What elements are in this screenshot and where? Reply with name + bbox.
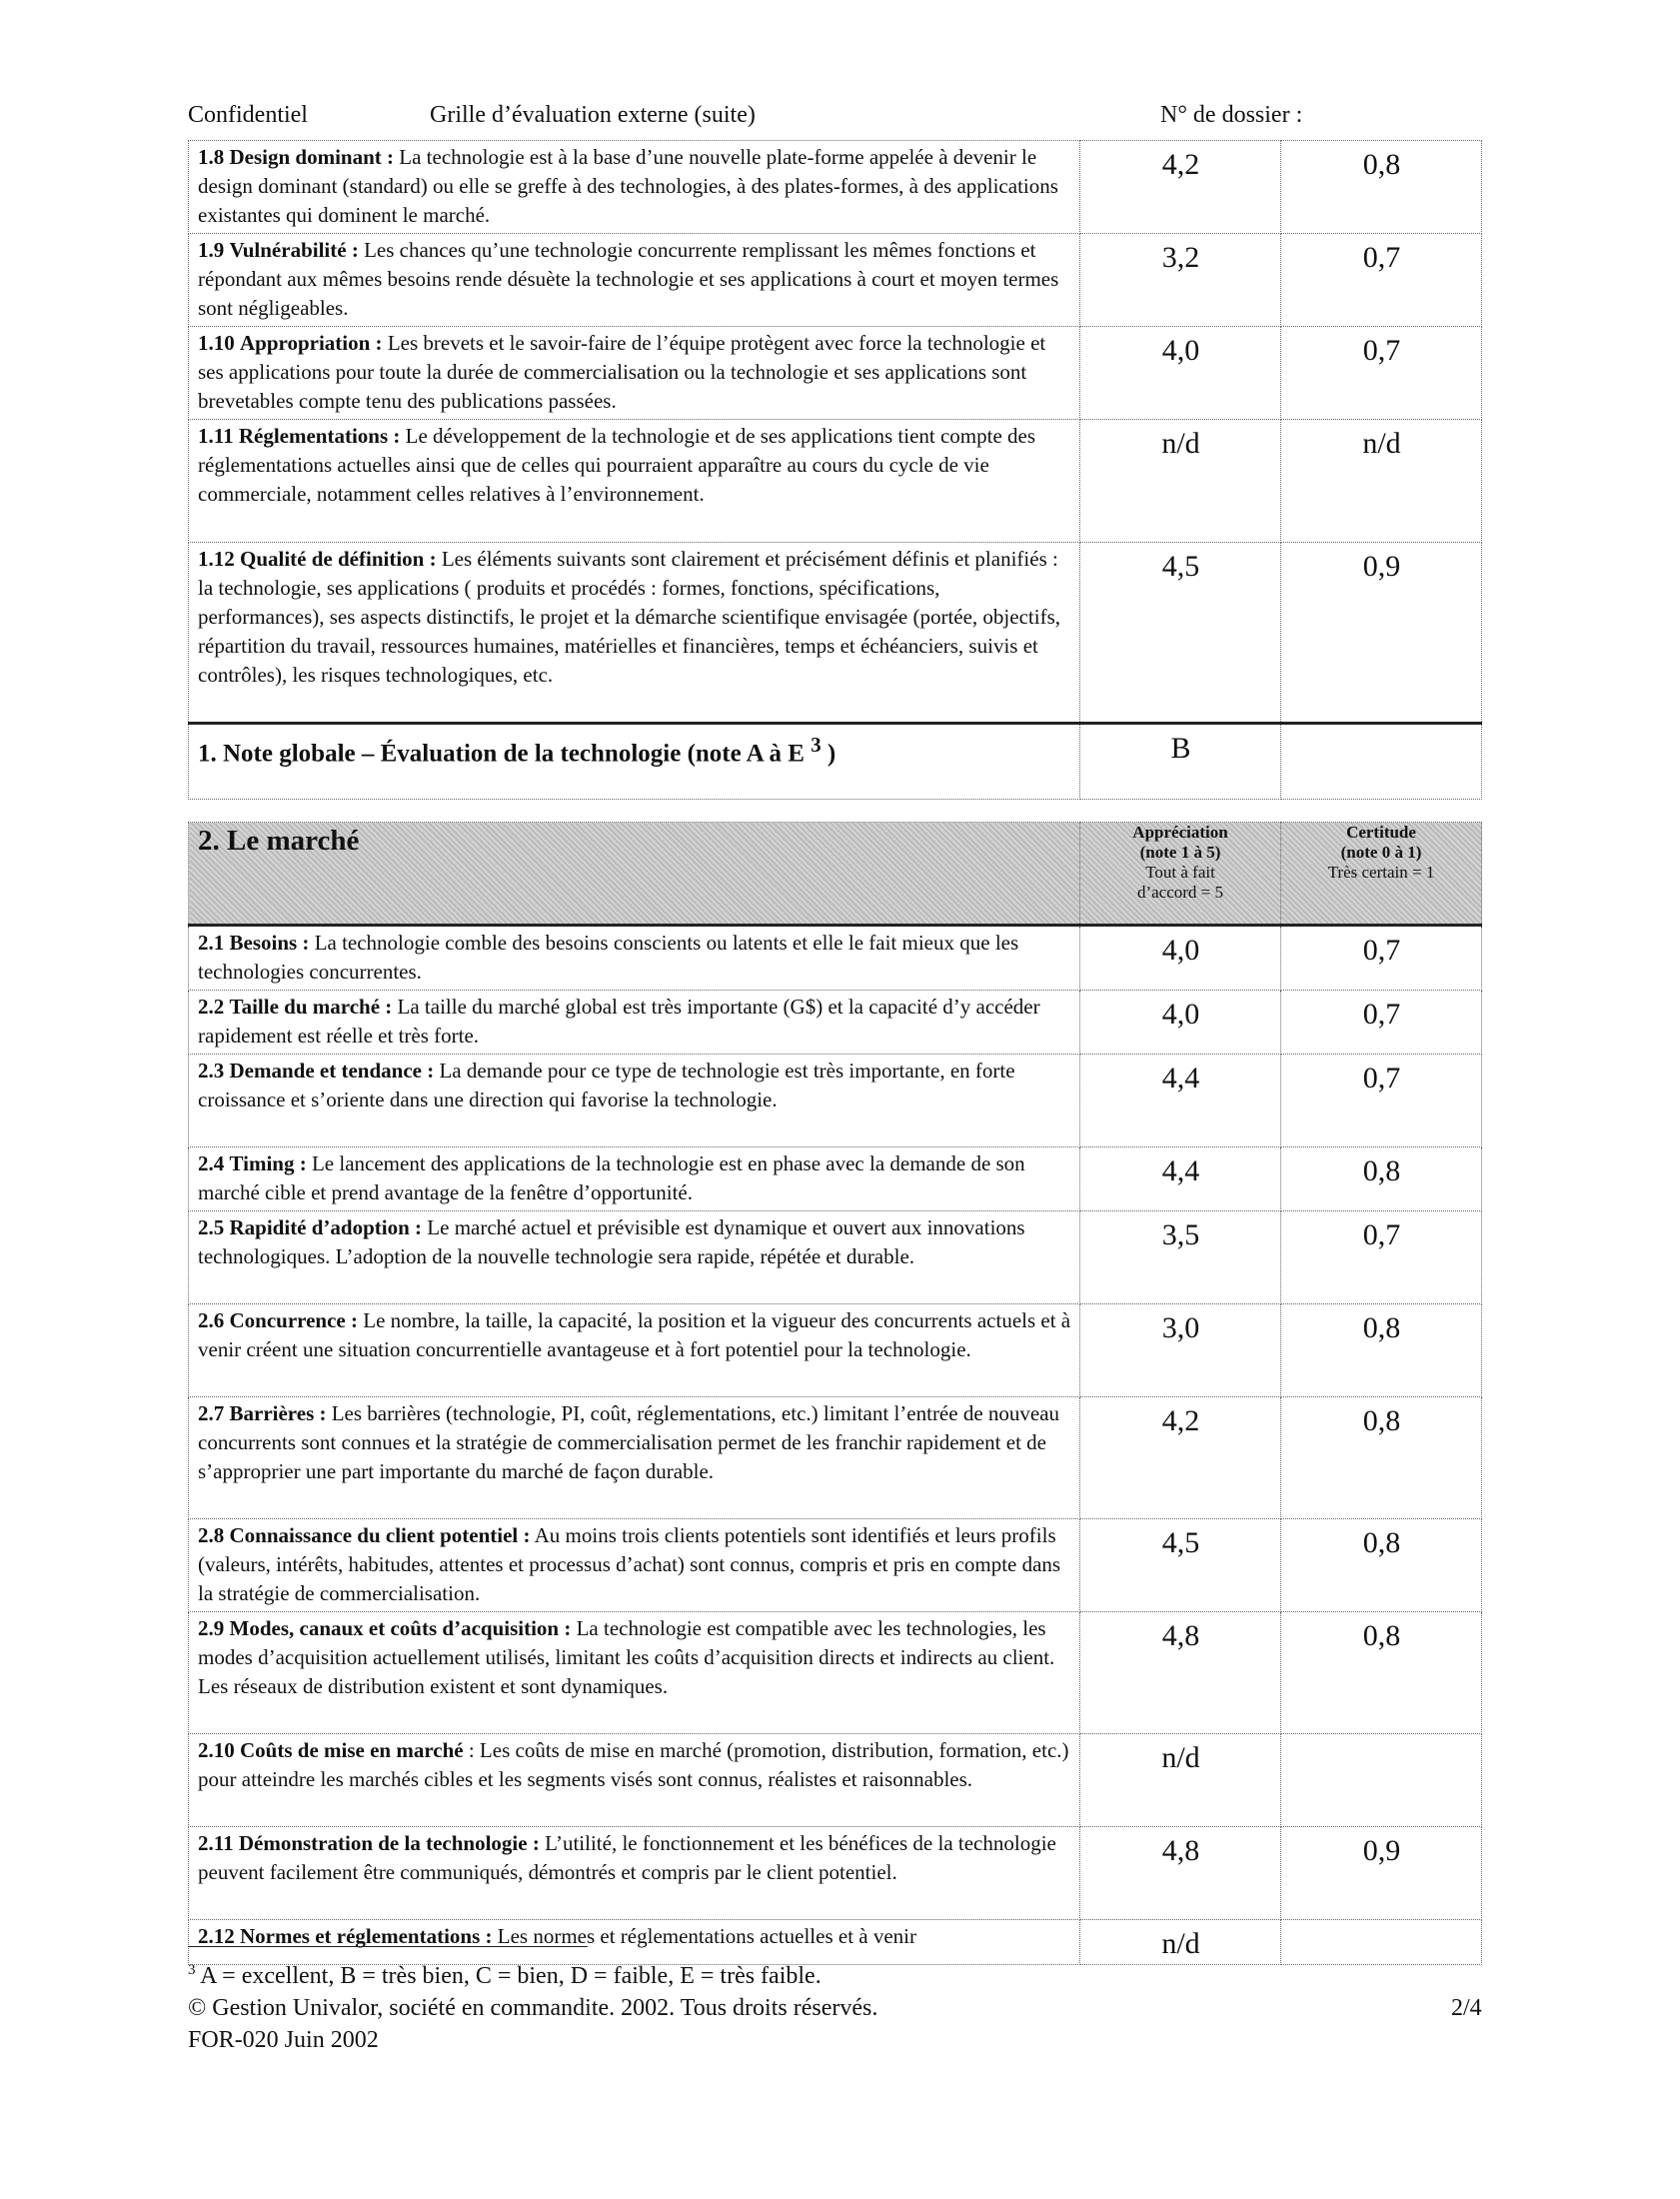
criterion-text: 2.7 Barrières : Les barrières (technologie, PI, coût, réglementations, etc.) limitant l’entrée de nouveau concurrents sont connues et la stratégie de commercialisation permet de les franchir rapidement et de s’approprier une part importante du marché de façon durable. — [189, 1397, 1080, 1519]
criterion-row-1-9 — [189, 234, 1482, 327]
certitude-cell: 0,8 — [1281, 1397, 1482, 1519]
certitude-cell — [1281, 1920, 1482, 1965]
criterion-text: 2.6 Concurrence : Le nombre, la taille, la capacité, la position et la vigueur des concurrents actuels et à venir créent une situation concurrentielle avantageuse et à fort potentiel pour la technologie. — [189, 1304, 1080, 1397]
market-header-row — [189, 823, 1482, 926]
footnote: $^3$ A = excellent, B = très bien, C = bien, D = faible, E = très faible. — [188, 1962, 822, 1989]
criterion-text: 2.12 Normes et réglementations : Les normes et réglementations actuelles et à venir — [189, 1920, 1080, 1965]
certitude-cell: 0,7 — [1281, 1211, 1482, 1304]
criterion-row-2-5 — [189, 1211, 1482, 1304]
criterion-row-2-12 — [189, 1920, 1482, 1965]
certitude-cell: 0,8 — [1281, 1304, 1482, 1397]
certitude-cell: 0,8 — [1281, 1519, 1482, 1612]
appreciation-cell: 4,4 — [1080, 1055, 1281, 1147]
certitude-cell: 0,7 — [1281, 1055, 1482, 1147]
criterion-text: 2.2 Taille du marché : La taille du marché global est très importante (G$) et la capacité d’y accéder rapidement est réelle et très forte. — [189, 991, 1080, 1055]
appreciation-cell: 4,2 — [1080, 141, 1281, 234]
page-number: 2/4 — [1451, 1995, 1482, 2021]
appreciation-cell: 4,8 — [1080, 1827, 1281, 1920]
global-score-label: 1. Note globale – Évaluation de la technologie (note A à E $^3$ ) — [189, 724, 1080, 800]
criterion-row-1-10 — [189, 327, 1482, 420]
certitude-cell: 0,8 — [1281, 1147, 1482, 1211]
criterion-text: 2.1 Besoins : La technologie comble des besoins conscients ou latents et elle le fait mieux que les technologies concurrentes. — [189, 926, 1080, 991]
criterion-row-2-1 — [189, 926, 1482, 991]
appreciation-cell: 4,0 — [1080, 926, 1281, 991]
appreciation-cell: 4,4 — [1080, 1147, 1281, 1211]
appreciation-cell: n/d — [1080, 1734, 1281, 1827]
appreciation-cell: 4,2 — [1080, 1397, 1281, 1519]
appreciation-column-header: Appréciation (note 1 à 5) Tout à fait d’accord = 5 — [1080, 823, 1281, 926]
criterion-text: 1.11 Réglementations : Le développement de la technologie et de ses applications tient compte des réglementations actuelles ainsi que de celles qui pourraient apparaître au cours du cycle de vie commerciale, notamment celles relatives à l’environnement. — [189, 420, 1080, 543]
global-certitude-value — [1281, 724, 1482, 800]
criterion-row-2-7 — [189, 1397, 1482, 1519]
appreciation-cell: 3,5 — [1080, 1211, 1281, 1304]
certitude-cell: 0,7 — [1281, 327, 1482, 420]
criterion-text: 2.8 Connaissance du client potentiel : Au moins trois clients potentiels sont identifiés et leurs profils (valeurs, intérêts, habitudes, attentes et processus d’achat) sont connus, compris et pris en compte dans la stratégie de commercialisation. — [189, 1519, 1080, 1612]
appreciation-cell: 4,5 — [1080, 1519, 1281, 1612]
criterion-row-2-4 — [189, 1147, 1482, 1211]
page-header — [188, 102, 1477, 136]
appreciation-cell: 4,0 — [1080, 327, 1281, 420]
appreciation-cell: 4,0 — [1080, 991, 1281, 1055]
certitude-cell: 0,7 — [1281, 926, 1482, 991]
appreciation-cell: 4,8 — [1080, 1612, 1281, 1734]
criterion-row-2-3 — [189, 1055, 1482, 1147]
criterion-text: 1.12 Qualité de définition : Les éléments suivants sont clairement et précisément définis et planifiés : la technologie, ses applications ( produits et procédés : formes, fonctions, spécifications, performances), ses aspects distinctifs, le projet et la démarche scientifique envisagée (portée, objectifs, répartition du travail, ressources humaines, matérielles et financières, temps et échéanciers, suivis et contrôles), les risques technologiques, etc. — [189, 543, 1080, 724]
market-evaluation-table — [188, 822, 1482, 1965]
certitude-cell: 0,9 — [1281, 1827, 1482, 1920]
appreciation-cell: 3,2 — [1080, 234, 1281, 327]
criterion-row-2-9 — [189, 1612, 1482, 1734]
criterion-row-2-11 — [189, 1827, 1482, 1920]
criterion-text: 2.11 Démonstration de la technologie : L’utilité, le fonctionnement et les bénéfices de la technologie peuvent facilement être communiqués, démontrés et compris par le client potentiel. — [189, 1827, 1080, 1920]
criterion-text: 1.9 Vulnérabilité : Les chances qu’une technologie concurrente remplissant les mêmes fonctions et répondant aux mêmes besoins rende désuète la technologie et ses applications à court et moyen termes sont négligeables. — [189, 234, 1080, 327]
certitude-cell: 0,7 — [1281, 991, 1482, 1055]
criterion-row-2-2 — [189, 991, 1482, 1055]
form-number: FOR-020 Juin 2002 — [188, 2027, 379, 2053]
technology-evaluation-table — [188, 140, 1482, 800]
criterion-text: 1.8 Design dominant : La technologie est à la base d’une nouvelle plate-forme appelée à devenir le design dominant (standard) ou elle se greffe à des technologies, à des plates-formes, à des applications existantes qui dominent le marché. — [189, 141, 1080, 234]
certitude-cell: 0,8 — [1281, 141, 1482, 234]
certitude-cell: 0,8 — [1281, 1612, 1482, 1734]
file-number-label: N° de dossier : — [1160, 102, 1303, 128]
criterion-row-1-12 — [189, 543, 1482, 724]
criterion-row-2-6 — [189, 1304, 1482, 1397]
criterion-text: 2.5 Rapidité d’adoption : Le marché actuel et prévisible est dynamique et ouvert aux innovations technologiques. L’adoption de la nouvelle technologie sera rapide, répétée et durable. — [189, 1211, 1080, 1304]
criterion-text: 2.10 Coûts de mise en marché : Les coûts de mise en marché (promotion, distribution, formation, etc.) pour atteindre les marchés cibles et les segments visés sont connus, réalistes et raisonnables. — [189, 1734, 1080, 1827]
criterion-row-1-8 — [189, 141, 1482, 234]
certitude-cell — [1281, 1734, 1482, 1827]
confidential-label: Confidentiel — [188, 102, 308, 128]
criterion-text: 1.10 Appropriation : Les brevets et le savoir-faire de l’équipe protègent avec force la technologie et ses applications pour toute la durée de commercialisation ou la technologie et ses applications sont brevetables compte tenu des publications passées. — [189, 327, 1080, 420]
criterion-row-2-10 — [189, 1734, 1482, 1827]
certitude-cell: n/d — [1281, 420, 1482, 543]
criterion-text: 2.4 Timing : Le lancement des applications de la technologie est en phase avec la demande de son marché cible et prend avantage de la fenêtre d’opportunité. — [189, 1147, 1080, 1211]
criterion-row-1-11 — [189, 420, 1482, 543]
global-score-value: B — [1080, 724, 1281, 800]
section-title: 2. Le marché — [189, 823, 1080, 926]
certitude-column-header: Certitude (note 0 à 1) Très certain = 1 — [1281, 823, 1482, 926]
criterion-row-2-8 — [189, 1519, 1482, 1612]
global-score-row — [189, 724, 1482, 800]
form-title: Grille d’évaluation externe (suite) — [430, 102, 756, 128]
criterion-text: 2.3 Demande et tendance : La demande pour ce type de technologie est très importante, en forte croissance et s’oriente dans une direction qui favorise la technologie. — [189, 1055, 1080, 1147]
copyright-line: © Gestion Univalor, société en commandite. 2002. Tous droits réservés. — [188, 1995, 878, 2021]
footnote-separator — [188, 1946, 588, 1947]
certitude-cell: 0,7 — [1281, 234, 1482, 327]
criterion-text: 2.9 Modes, canaux et coûts d’acquisition : La technologie est compatible avec les technologies, les modes d’acquisition actuellement utilisés, limitant les coûts d’acquisition directs et indirects au client. Les réseaux de distribution existent et sont dynamiques. — [189, 1612, 1080, 1734]
appreciation-cell: 4,5 — [1080, 543, 1281, 724]
appreciation-cell: 3,0 — [1080, 1304, 1281, 1397]
appreciation-cell: n/d — [1080, 420, 1281, 543]
certitude-cell: 0,9 — [1281, 543, 1482, 724]
appreciation-cell: n/d — [1080, 1920, 1281, 1965]
